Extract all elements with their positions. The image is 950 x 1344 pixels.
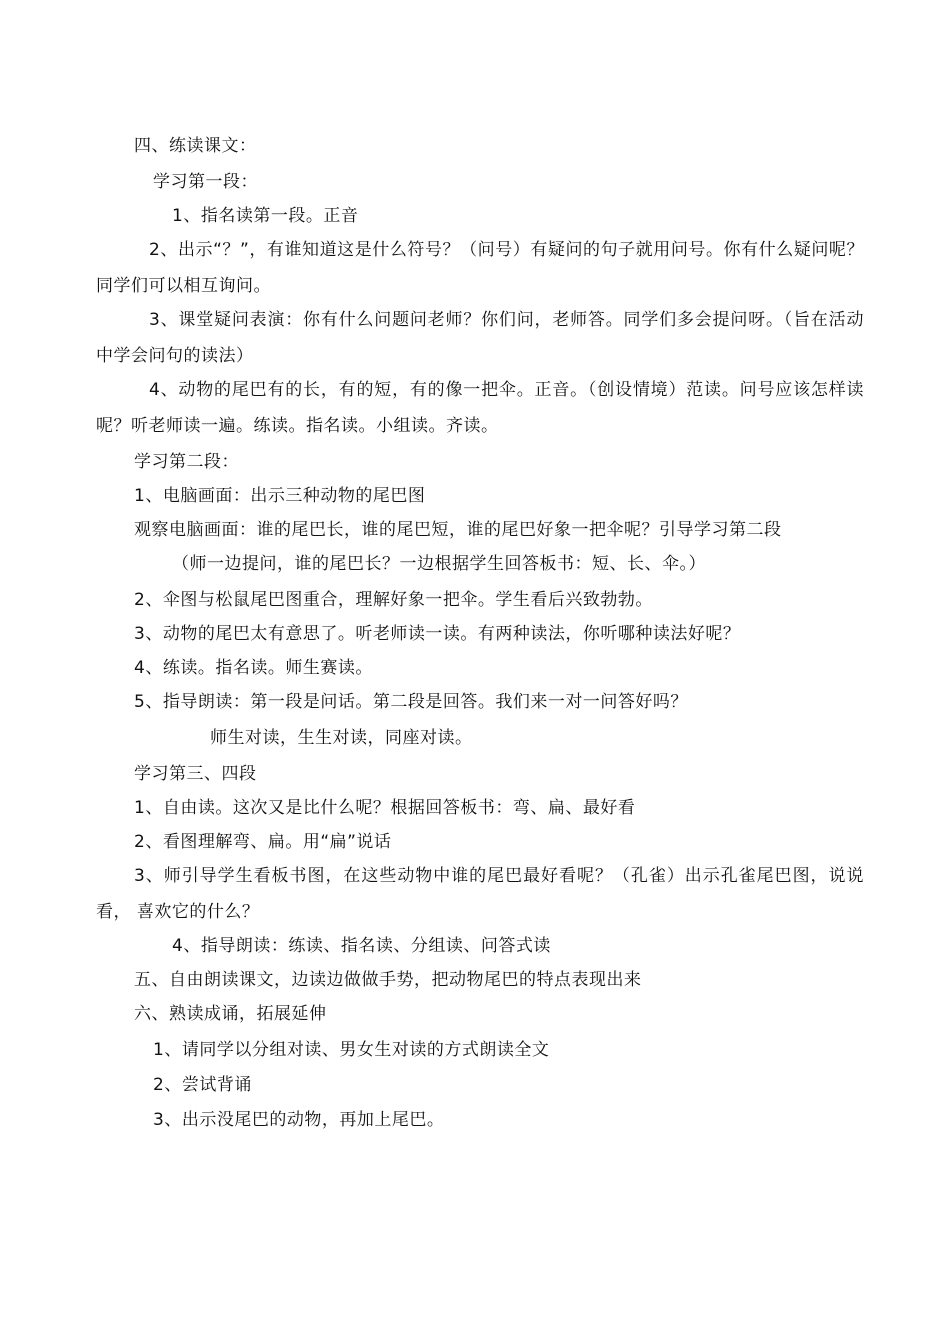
paragraph: 师生对读，生生对读，同座对读。: [210, 728, 473, 748]
paragraph: 观察电脑画面：谁的尾巴长，谁的尾巴短，谁的尾巴好象一把伞呢？引导学习第二段: [134, 520, 782, 540]
list-item: 1、电脑画面：出示三种动物的尾巴图: [134, 486, 426, 506]
list-item: 2、伞图与松鼠尾巴图重合，理解好象一把伞。学生看后兴致勃勃。: [134, 590, 653, 610]
section-heading-6: 六、熟读成诵，拓展延伸: [134, 1004, 327, 1024]
list-item: 2、看图理解弯、扁。用“扁”说话: [134, 832, 392, 852]
list-item: 3、师引导学生看板书图，在这些动物中谁的尾巴最好看呢？（孔雀）出示孔雀尾巴图，说说看， 喜欢它的什么？: [96, 866, 864, 922]
subheading-paragraph-2: 学习第二段：: [134, 452, 239, 472]
section-heading-4: 四、练读课文：: [134, 136, 257, 156]
section-heading-5: 五、自由朗读课文，边读边做做手势，把动物尾巴的特点表现出来: [134, 970, 642, 990]
list-item: 4、练读。指名读。师生赛读。: [134, 658, 373, 678]
list-item: 4、动物的尾巴有的长，有的短，有的像一把伞。正音。（创设情境）范读。问号应该怎样读呢？听老师读一遍。练读。指名读。小组读。齐读。: [96, 380, 864, 436]
list-item: 1、自由读。这次又是比什么呢？根据回答板书：弯、扁、最好看: [134, 798, 636, 818]
list-item: 3、动物的尾巴太有意思了。听老师读一读。有两种读法，你听哪种读法好呢？: [134, 624, 741, 644]
subheading-paragraph-1: 学习第一段：: [153, 172, 258, 192]
paragraph: （师一边提问，谁的尾巴长？一边根据学生回答板书：短、长、伞。）: [172, 554, 706, 574]
list-item: 1、指名读第一段。正音: [172, 206, 359, 226]
list-item: 2、尝试背诵: [153, 1075, 252, 1095]
list-item: 2、出示“？”，有谁知道这是什么符号？（问号）有疑问的句子就用问号。你有什么疑问呢？同学们可以相互询问。: [96, 240, 864, 296]
subheading-paragraph-3-4: 学习第三、四段: [134, 764, 257, 784]
list-item: 4、指导朗读：练读、指名读、分组读、问答式读: [172, 936, 551, 956]
list-item: 3、出示没尾巴的动物，再加上尾巴。: [153, 1110, 445, 1130]
list-item: 5、指导朗读：第一段是问话。第二段是回答。我们来一对一问答好吗？: [134, 692, 688, 712]
list-item: 3、课堂疑问表演：你有什么问题问老师？你们问，老师答。同学们多会提问呀。（旨在活动中学会问句的读法）: [96, 310, 864, 366]
list-item: 1、请同学以分组对读、男女生对读的方式朗读全文: [153, 1040, 550, 1060]
